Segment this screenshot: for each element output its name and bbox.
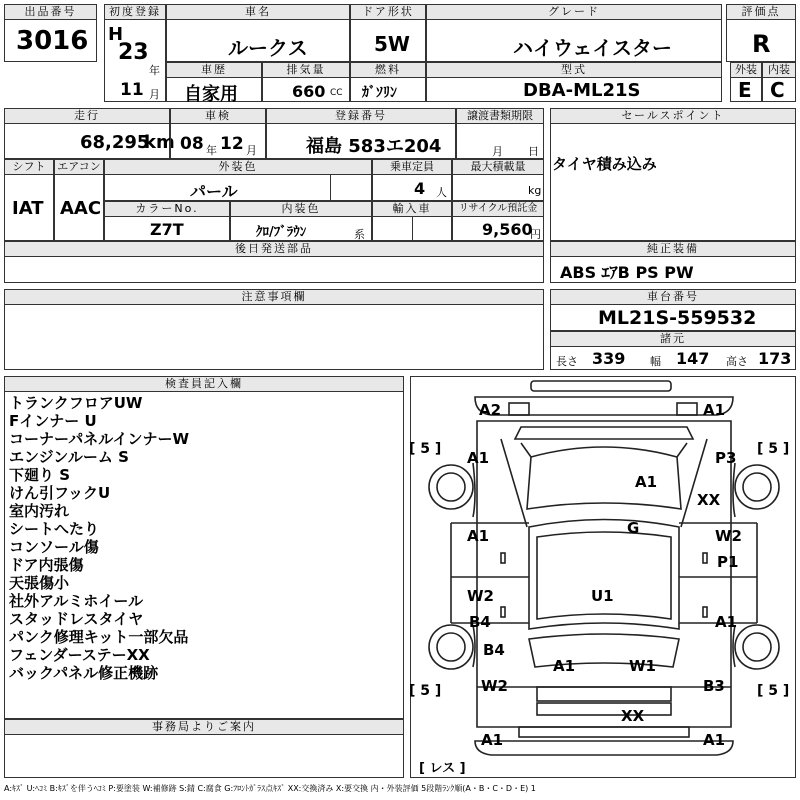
inspection-year-unit: 年	[206, 144, 217, 157]
spare-tire: [ レス ]	[419, 761, 466, 776]
later-parts-box	[4, 256, 544, 283]
aircon: AAC	[60, 198, 102, 219]
capacity-label: 乗車定員	[372, 159, 452, 175]
score-label: 評価点	[726, 4, 796, 20]
first-reg-label: 初度登録	[104, 4, 166, 20]
damage-mark: B4	[469, 613, 491, 631]
color-no: Z7T	[150, 220, 184, 239]
damage-mark: A1	[553, 657, 576, 675]
sales-point-box	[550, 123, 796, 241]
damage-mark: W2	[481, 677, 508, 695]
door-label: ドア形状	[350, 4, 426, 20]
damage-mark: B4	[483, 641, 505, 659]
inspection-year: 08	[180, 134, 204, 154]
color-no-label: カラーNo.	[104, 201, 230, 217]
inspector-note: コンソール傷	[9, 538, 99, 556]
inspector-note: フェンダーステーXX	[9, 646, 150, 664]
damage-mark: A1	[467, 449, 490, 467]
sales-point-label: セールスポイント	[550, 108, 796, 124]
import-label: 輸入車	[372, 201, 452, 217]
inspector-note: エンジンルーム S	[9, 448, 129, 466]
damage-mark: W2	[715, 527, 742, 545]
month-unit: 月	[149, 88, 160, 101]
fuel-label: 燃料	[350, 62, 426, 78]
tire-rear-right: [ 5 ]	[757, 683, 790, 699]
transfer-day-unit: 日	[528, 145, 539, 158]
interior: C	[770, 78, 785, 102]
lot-number-label: 出品番号	[4, 4, 97, 20]
damage-mark: XX	[697, 491, 721, 509]
damage-mark: W2	[467, 587, 494, 605]
inspection-month-unit: 月	[246, 144, 257, 157]
score: R	[752, 30, 771, 58]
history-label: 車歴	[166, 62, 262, 78]
color-label: 外装色	[104, 159, 372, 175]
width-label: 幅	[650, 355, 661, 368]
year-unit: 年	[149, 64, 160, 77]
model: DBA-ML21S	[523, 80, 641, 101]
inspector-note: けん引フックU	[9, 484, 111, 502]
inspector-note: コーナーパネルインナーW	[9, 430, 190, 448]
displacement-unit: CC	[330, 88, 343, 98]
color-box	[104, 174, 372, 201]
era: H	[108, 24, 124, 45]
width: 147	[676, 349, 710, 368]
displacement-label: 排気量	[262, 62, 350, 78]
inspector-note: スタッドレスタイヤ	[9, 610, 144, 628]
damage-mark: A1	[703, 731, 726, 749]
aircon-label: エアコン	[54, 159, 104, 175]
inspection-month: 12	[220, 134, 244, 154]
height: 173	[758, 349, 792, 368]
inspector-note: 下廻り S	[9, 466, 71, 484]
load-unit: kg	[528, 184, 542, 197]
legend: A:ｷｽﾞ U:ﾍｺﾐ B:ｷｽﾞを伴うﾍｺﾐ P:要塗装 W:補修跡 S:錆 C:腐食 G:ﾌﾛﾝﾄｶﾞﾗｽ点ｷｽﾞ XX:交換済み X:要交換 内・外装評価 5段階ﾗﾝｸ順(A・B・C・D・E) 1	[4, 784, 536, 793]
equipment-text: ABS ｴｱB PS PW	[560, 263, 694, 282]
damage-mark: A2	[479, 401, 502, 419]
damage-mark: U1	[591, 587, 614, 605]
int-color-label: 内装色	[230, 201, 372, 217]
plate-label: 登録番号	[266, 108, 456, 124]
office-label: 事務局よりご案内	[4, 719, 404, 735]
plate: 福島 583エ204	[306, 136, 442, 157]
year: 23	[118, 40, 149, 65]
damage-diagram	[410, 376, 796, 778]
grade: ハイウェイスター	[513, 36, 672, 60]
transfer-label: 譲渡書類期限	[456, 108, 544, 124]
shift-label: シフト	[4, 159, 54, 175]
interior-label: 内装	[762, 62, 796, 78]
mileage-label: 走行	[4, 108, 170, 124]
load-label: 最大積載量	[452, 159, 544, 175]
height-label: 高さ	[726, 355, 748, 368]
length-label: 長さ	[556, 355, 578, 368]
inspector-note: 天張傷小	[9, 574, 70, 592]
fuel: ｶﾞｿﾘﾝ	[362, 85, 397, 101]
damage-mark: A1	[467, 527, 490, 545]
length: 339	[592, 349, 626, 368]
inspector-note: Fインナー U	[9, 412, 97, 430]
exterior-label: 外装	[730, 62, 762, 78]
inspector-label: 検査員記入欄	[4, 376, 404, 392]
tire-front-left: [ 5 ]	[409, 441, 442, 457]
lot-number: 3016	[16, 26, 89, 56]
car-name-label: 車名	[166, 4, 350, 20]
door: 5W	[374, 32, 410, 56]
exterior: E	[738, 78, 752, 102]
tire-rear-left: [ 5 ]	[409, 683, 442, 699]
damage-mark: P1	[717, 553, 739, 571]
later-parts-label: 後日発送部品	[4, 241, 544, 257]
displacement: 660	[292, 82, 326, 101]
damage-mark: XX	[621, 707, 645, 725]
grade-label: グレード	[426, 4, 722, 20]
recycle-unit: 円	[530, 228, 541, 241]
inspector-note: トランクフロアUW	[9, 394, 143, 412]
inspection-label: 車検	[170, 108, 266, 124]
int-color: ｸﾛ/ﾌﾞﾗｳﾝ	[256, 225, 307, 240]
mileage-unit: km	[144, 132, 175, 153]
recycle-label: リサイクル預託金	[452, 201, 544, 217]
inspector-note: バックパネル修正機跡	[9, 664, 159, 682]
month: 11	[120, 80, 144, 100]
damage-mark: B3	[703, 677, 725, 695]
color-divider	[330, 174, 331, 201]
import-divider	[412, 216, 413, 241]
int-color-unit: 系	[354, 228, 365, 241]
caution-label: 注意事項欄	[4, 289, 544, 305]
shift: IAT	[12, 198, 44, 219]
capacity-unit: 人	[436, 186, 447, 199]
damage-mark: W1	[629, 657, 656, 675]
car-name: ルークス	[228, 36, 308, 60]
inspector-note: 室内汚れ	[9, 502, 70, 520]
inspector-notes	[9, 394, 189, 682]
damage-mark: P3	[715, 449, 737, 467]
mileage: 68,295	[80, 132, 150, 153]
damage-mark: A1	[715, 613, 738, 631]
history: 自家用	[184, 84, 238, 105]
tire-front-right: [ 5 ]	[757, 441, 790, 457]
damage-mark: A1	[703, 401, 726, 419]
capacity: 4	[414, 179, 426, 198]
car-outline	[411, 377, 797, 779]
inspector-note: 社外アルミホイール	[9, 592, 144, 610]
equipment-label: 純正装備	[550, 241, 796, 257]
office-box	[4, 734, 404, 778]
damage-mark: G	[627, 519, 640, 537]
recycle: 9,560	[482, 220, 533, 239]
model-label: 型式	[426, 62, 722, 78]
color: パール	[190, 182, 238, 201]
chassis-label: 車台番号	[550, 289, 796, 305]
inspector-note: ドア内張傷	[9, 556, 84, 574]
transfer-month-unit: 月	[492, 145, 503, 158]
inspector-note: シートへたり	[9, 520, 100, 538]
inspector-note: パンク修理キット一部欠品	[9, 628, 189, 646]
caution-box	[4, 304, 544, 370]
damage-mark: A1	[481, 731, 504, 749]
chassis-number: ML21S-559532	[598, 307, 757, 329]
damage-mark: A1	[635, 473, 658, 491]
sales-point-text: タイヤ積み込み	[552, 155, 657, 173]
specs-label: 諸元	[550, 331, 796, 347]
